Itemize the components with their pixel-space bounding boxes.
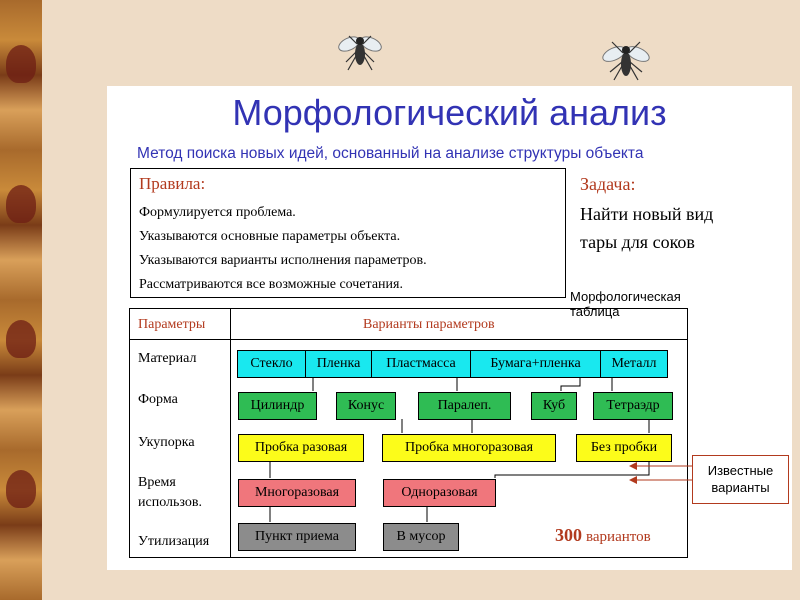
task-text-line: тары для соков [580,232,695,252]
variant-film: Пленка [305,350,372,378]
row-label-material: Материал [138,351,197,366]
task-heading: Задача: [580,174,636,194]
decorative-stripe [0,0,42,600]
slide-subtitle: Метод поиска новых идей, основанный на анализе структуры объекта [137,145,644,162]
variant-reusable: Многоразовая [238,479,356,507]
task-text-line: Найти новый вид [580,204,714,224]
variant-glass: Стекло [237,350,306,378]
variant-tetrahedron: Тетраэдр [593,392,673,420]
known-variants-line: Известные [707,463,774,478]
stripe-ornament [6,185,36,223]
morph-table-label-line: таблица [570,304,620,319]
variant-plastic: Пластмасса [371,350,471,378]
row-label-closure: Укупорка [138,435,195,450]
known-variants-line: варианты [711,480,770,495]
variant-single-cap: Пробка разовая [238,434,364,462]
row-label-form: Форма [138,392,178,407]
variant-reusable-cap: Пробка многоразовая [382,434,556,462]
fly-icon [335,26,385,76]
variant-metal: Металл [600,350,668,378]
header-variants: Варианты параметров [363,317,495,332]
slide-title: Морфологический анализ [232,92,667,133]
variant-collection-point: Пункт приема [238,523,356,551]
variant-disposable: Одноразовая [383,479,496,507]
morph-table-label-line: Морфологическая [570,289,681,304]
rule-item: Рассматриваются все возможные сочетания. [139,277,403,292]
fly-icon [598,34,654,84]
variant-no-cap: Без пробки [576,434,672,462]
variant-parallelepiped: Паралеп. [418,392,511,420]
slide [107,86,792,570]
pointer-arrowhead [629,476,637,484]
variant-cube: Куб [531,392,577,420]
variant-trash: В мусор [383,523,459,551]
header-params: Параметры [138,317,206,332]
known-variants-box [692,455,789,504]
connector-lines [107,86,792,570]
stripe-ornament [6,320,36,358]
variant-cylinder: Цилиндр [238,392,317,420]
connector-line [561,377,580,391]
variant-count-number: 300 [555,525,582,545]
rule-item: Указываются основные параметры объекта. [139,229,401,244]
rules-heading: Правила: [139,174,206,193]
row-label-usage-line: Время [138,475,176,490]
row-label-disposal: Утилизация [138,534,210,549]
rule-item: Формулируется проблема. [139,205,296,220]
connector-line [495,461,649,478]
row-label-usage-line: использов. [138,495,202,510]
stripe-ornament [6,470,36,508]
stripe-ornament [6,45,36,83]
pointer-arrowhead [629,462,637,470]
rule-item: Указываются варианты исполнения параметров. [139,253,427,268]
variant-count-word: вариантов [586,529,651,545]
variant-cone: Конус [336,392,396,420]
variant-paper-film: Бумага+пленка [470,350,601,378]
